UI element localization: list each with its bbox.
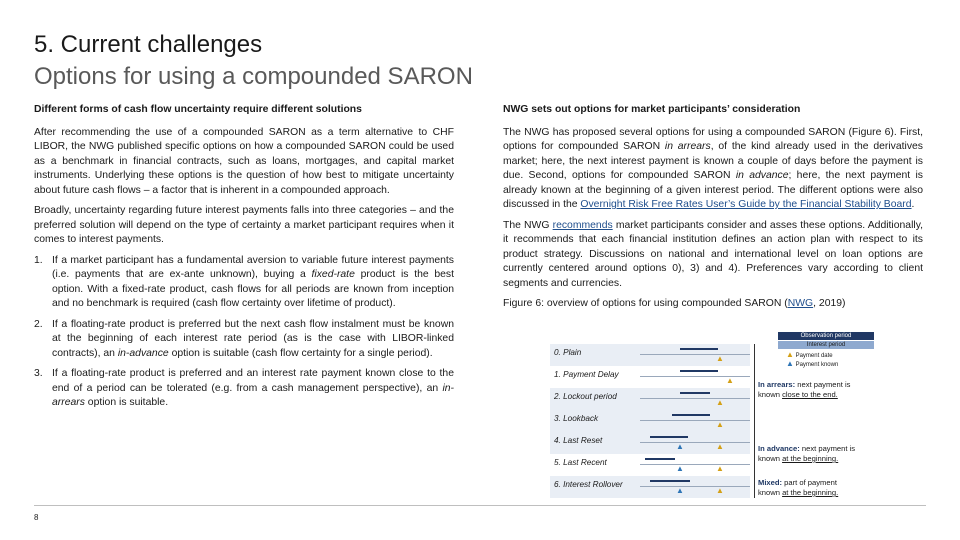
- list-text-emphasis: fixed-rate: [311, 269, 355, 280]
- right-paragraph-2: [503, 219, 923, 292]
- list-text-emphasis: in-advance: [117, 347, 169, 359]
- slide-title: 5. Current challenges: [34, 31, 263, 58]
- note-emphasis: close to the end.: [782, 390, 838, 399]
- list-text-part: option is suitable.: [84, 397, 169, 408]
- advance-note: [758, 444, 858, 464]
- note-emphasis: at the beginning.: [782, 454, 839, 463]
- note-heading: In arrears:: [758, 380, 796, 389]
- fsb-guide-link[interactable]: Overnight Risk Free Rates User’s Guide by the Financial Stability Board: [580, 199, 912, 210]
- list-item: [34, 254, 454, 312]
- observation-bar: [680, 348, 718, 350]
- option-label: 1. Payment Delay: [554, 370, 619, 379]
- right-column: [503, 103, 923, 312]
- text-emphasis: in arrears: [664, 141, 711, 152]
- option-label: 6. Interest Rollover: [554, 480, 623, 489]
- text-part: , 2019): [813, 298, 846, 309]
- list-item: [34, 367, 454, 411]
- footer-divider: [34, 505, 926, 506]
- mixed-bracket: [752, 476, 755, 498]
- legend-label: Payment known: [795, 362, 839, 368]
- slide-subtitle: Options for using a compounded SARON: [34, 63, 473, 90]
- recommends-link[interactable]: recommends: [552, 219, 613, 231]
- list-text-part: If a floating-rate product is preferred but the next cash flow instalment must be known at the beginning of each interest rate period (as is the case with LIBOR-linked contracts), an: [52, 318, 454, 359]
- text-part: ; here, the next payment is already known at the beginning of a given interest period. The different options were also discussed in the: [503, 170, 923, 210]
- note-text: part of payment known: [758, 478, 837, 497]
- observation-bar: [650, 480, 690, 482]
- observation-bar: [650, 436, 688, 438]
- observation-bar: [680, 370, 718, 372]
- mixed-note: [758, 478, 858, 498]
- list-text-part: option is suitable (cash flow certainty for a single period).: [168, 347, 433, 359]
- text-emphasis: in advance: [735, 170, 789, 181]
- timeline-line: [640, 442, 750, 443]
- list-number: 1.: [34, 254, 43, 266]
- page-number: 8: [34, 513, 39, 522]
- legend-observation-period: Observation period: [778, 332, 874, 340]
- text-part: The NWG: [503, 219, 553, 231]
- observation-bar: [680, 392, 710, 394]
- list-item: [34, 318, 454, 362]
- list-text: [52, 367, 454, 411]
- text-part: Figure 6: overview of options for using compounded SARON (: [503, 298, 788, 309]
- arrow-icon: ▲: [786, 350, 794, 359]
- note-emphasis: at the beginning.: [782, 488, 839, 497]
- advance-bracket: [752, 432, 755, 476]
- figure-caption: [503, 297, 923, 312]
- text-part: market participants consider and asses these options. Additionally, it recommends that each financial institution defines an action plan with respect to its product strategy. Discussions on national and international level on loan options are currently centered around options 0), 3) and 4). Preferences vary according to client segments and currencies.: [503, 219, 924, 289]
- option-label: 4. Last Reset: [554, 436, 603, 445]
- right-heading: NWG sets out options for market participants’ consideration: [503, 104, 801, 115]
- observation-bar: [672, 414, 710, 416]
- list-text-part: If a market participant has a fundamental aversion to variable future interest payments (i.e. payments that are ex-ante unknown), buying a: [52, 254, 454, 280]
- payment-date-marker: ▲: [716, 486, 724, 495]
- text-part: .: [911, 199, 915, 210]
- nwg-link[interactable]: NWG: [787, 298, 814, 309]
- left-paragraph-2: Broadly, uncertainty regarding future interest payments falls into three categories – and the preferred solution will depend on the type of certainty a market participant requires when it comes to interest payments.: [34, 205, 454, 245]
- left-heading: Different forms of cash flow uncertainty require different solutions: [34, 104, 362, 115]
- timeline-line: [640, 486, 750, 487]
- option-label: 3. Lookback: [554, 414, 599, 423]
- right-paragraph-1: [503, 126, 923, 213]
- list-number: 2.: [34, 318, 43, 330]
- timeline-line: [640, 464, 750, 465]
- timeline-line: [640, 398, 750, 399]
- text-part: The NWG has proposed several options for using a compounded SARON (Figure 6). First, options for compounded SARON: [503, 126, 923, 152]
- observation-bar: [645, 458, 675, 460]
- note-heading: Mixed:: [758, 478, 783, 487]
- list-text: [52, 254, 454, 312]
- list-text: [52, 318, 454, 362]
- left-column: [34, 103, 454, 417]
- payment-date-marker: ▲: [716, 464, 724, 473]
- left-paragraph-1: After recommending the use of a compounded SARON as a term alternative to CHF LIBOR, the NWG published specific options on how a compounded SARON could be used as a benchmark in financial contracts, such as loans, mortgages, and capital market instruments. Underlying these options is the question of how best to mitigate uncertainty about future cash flows – a factor that is inherent in a compounded approach.: [34, 126, 454, 196]
- option-label: 2. Lockout period: [554, 392, 617, 401]
- timeline-line: [640, 420, 750, 421]
- legend-interest-period: Interest period: [778, 341, 874, 349]
- payment-date-marker: ▲: [716, 354, 724, 363]
- list-number: 3.: [34, 368, 43, 379]
- timeline-line: [640, 354, 750, 355]
- payment-known-marker: ▲: [676, 486, 684, 495]
- arrears-bracket: [752, 344, 755, 432]
- legend-payment-known: [786, 360, 838, 369]
- payment-known-marker: ▲: [676, 464, 684, 473]
- list-text-part: If a floating-rate product is preferred and an interest rate payment known close to the end of a period can be tolerated (e.g. from a cash management perspective), an: [52, 368, 454, 394]
- text-part: , of the kind already used in the derivatives market; here, the next interest payment is known a couple of days before the payment is due. Second, options for compounded SARON: [503, 141, 924, 181]
- legend-label: Payment date: [795, 353, 833, 359]
- payment-date-marker: ▲: [716, 442, 724, 451]
- option-label: 5. Last Recent: [554, 458, 607, 467]
- list-text-emphasis: in-arrears: [52, 382, 454, 408]
- note-text: next payment is known: [758, 444, 856, 463]
- options-figure: [550, 332, 930, 500]
- note-heading: In advance:: [758, 444, 800, 453]
- note-text: next payment is known: [758, 380, 851, 399]
- payment-date-marker: ▲: [716, 420, 724, 429]
- option-label: 0. Plain: [554, 348, 582, 357]
- payment-date-marker: ▲: [726, 376, 734, 385]
- arrow-icon: ▲: [786, 359, 794, 368]
- payment-date-marker: ▲: [716, 398, 724, 407]
- payment-known-marker: ▲: [676, 442, 684, 451]
- list-text-part: product is the best option. With a fixed-rate product, cash flows for all periods are known from inception and no benchmark is required (cash flow certainty over lifetime of product).: [52, 269, 455, 309]
- arrears-note: [758, 380, 858, 400]
